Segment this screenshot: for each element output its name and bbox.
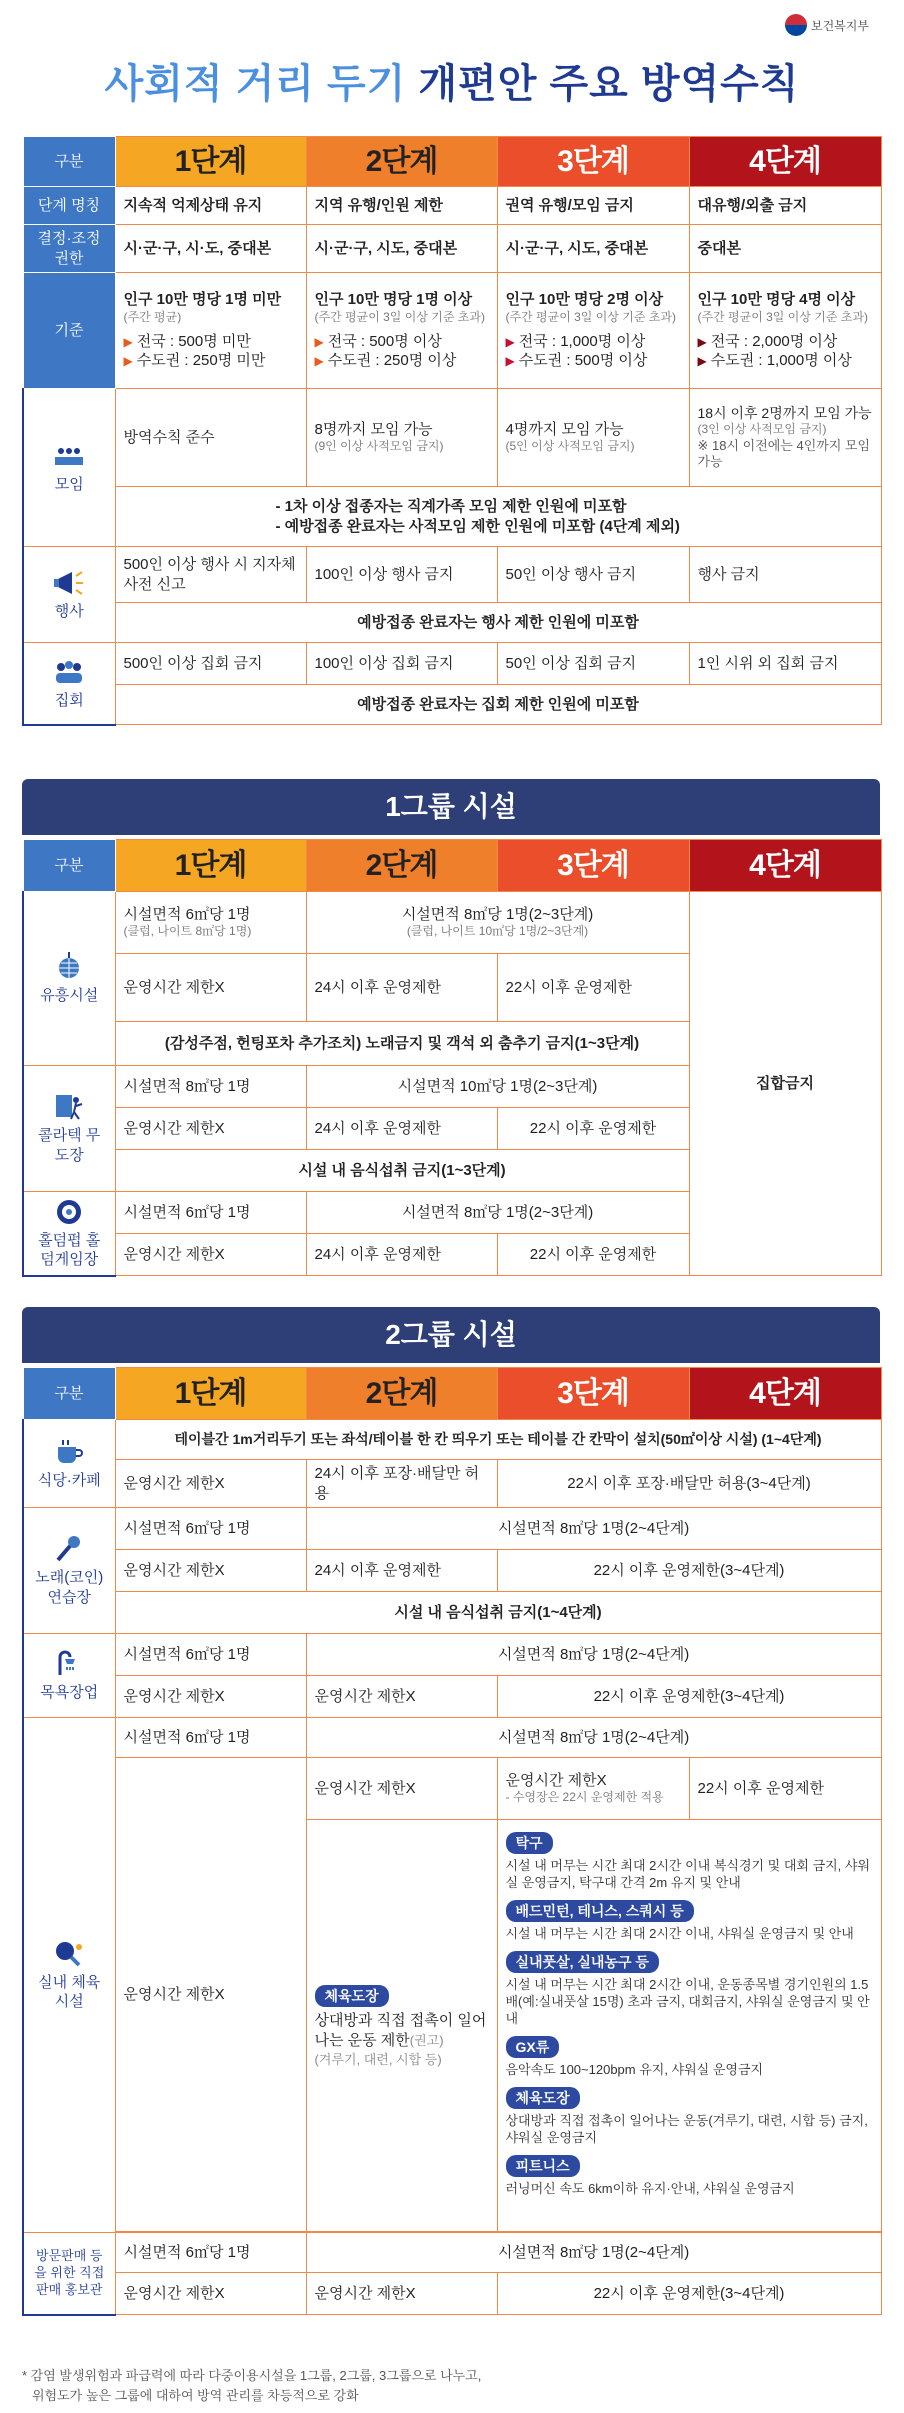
gubun-cell: 구분 [23,840,115,892]
cell: 시설면적 6㎡당 1명 [115,1718,306,1758]
stage-label: 4단계 [749,849,821,882]
triangle-icon: ▶ [697,354,707,369]
stage-3-header [497,1368,689,1420]
stage-4-header [689,1368,881,1420]
cell: 1인 시위 외 집회 금지 [689,643,881,685]
cell: 방역수칙 준수 [115,389,306,487]
triangle-icon: ▶ [314,334,324,349]
cell [689,389,881,487]
cell: 50인 이상 집회 금지 [497,643,689,685]
sports-tag: 체육도장 [315,1985,389,2007]
cell: 시설면적 8㎡당 1명(2~4단계) [306,1634,881,1676]
stage-label: 3단계 [557,1377,629,1410]
rule-item [506,1947,873,2028]
cell: 운영시간 제한X [115,1550,306,1592]
criteria-national: 전국 : 500명 미만 [136,332,251,350]
criteria-sub: (주간 평균이 3일 이상 기준 초과) [314,309,485,324]
triangle-icon: ▶ [314,354,324,369]
group1-band: 1그룹 시설 [22,779,880,835]
cell: 100인 이상 집회 금지 [306,643,497,685]
cell: 22시 이후 운영제한 [689,1758,881,1820]
row-rally-note [23,685,881,725]
cell: 행사 금지 [689,547,881,603]
cell: 24시 이후 운영제한 [306,1234,497,1276]
stage-1-header [115,840,306,892]
criteria-capital: 수도권 : 250명 이상 [327,352,457,370]
rule-item [506,1896,873,1943]
cell: 22시 이후 운영제한 [497,954,689,1022]
rule-text: 시설 내 머무는 시간 최대 2시간 이내, 운동종목별 경기인원의 1.5배(예:실내풋살 15명) 초과 금지, 대회금지, 샤워실 운영금지 및 안내 [505,1977,870,2027]
row-label-bath [23,1634,115,1718]
footnote-line: * 감염 발생위험과 파급력에 따라 다중이용시설을 1그룹, 2그룹, 3그룹으로 나누고, [22,2368,482,2383]
sports-tag: 체육도장 [506,2087,580,2109]
page-title [0,52,904,109]
karaoke-area-row [23,1508,881,1550]
row-stage-name [23,187,881,225]
cell: 500인 이상 행사 시 지자체 사전 신고 [115,547,306,603]
stage-4-header [689,137,881,187]
cell: 시설면적 8㎡당 1명 [115,1066,306,1108]
row-label-food [23,1420,115,1508]
criteria-main: 인구 10만 명당 2명 이상 [505,291,664,309]
cell: 시설면적 10㎡당 1명(2~3단계) [306,1066,689,1108]
row-label: 콜라텍 무도장 [38,1127,101,1164]
cell: 22시 이후 운영제한(3~4단계) [497,2273,881,2315]
cell: 100인 이상 행사 금지 [306,547,497,603]
row-label-sports [23,1718,115,2233]
stage-1-header [115,137,306,187]
cell: 운영시간 제한X [115,2273,306,2315]
stage-2-header [306,1368,497,1420]
cell-sub: (클럽, 나이트 8㎡당 1명) [123,924,252,939]
disco-ball-icon [52,952,86,982]
stage-2-header [306,137,497,187]
cell: 운영시간 제한X [115,1676,306,1718]
stage-label: 3단계 [557,849,629,882]
karaoke-note: 시설 내 음식섭취 금지(1~4단계) [115,1592,881,1634]
group1-table [22,839,882,1277]
rule-text: 상대방과 직접 접촉이 일어나는 운동 제한 [314,2012,487,2049]
gathering-note [115,487,881,547]
megaphone-icon [52,568,86,598]
note-line: - 1차 이상 접종자는 직계가족 모임 제한 인원에 미포함 [275,498,627,515]
criteria-main: 인구 10만 명당 1명 미만 [123,291,282,309]
row-label: 식당·카페 [37,1471,101,1489]
cell: 500인 이상 집회 금지 [115,643,306,685]
ping-pong-icon [52,1939,86,1969]
rule-sub: (겨루기, 대련, 시합 등) [314,2052,442,2068]
microphone-icon [52,1534,86,1564]
food-note: 테이블간 1m거리두기 또는 좌석/테이블 한 칸 띄우기 또는 테이블 간 칸막이 설치(50㎡이상 시설) (1~4단계) [115,1420,881,1460]
taegeuk-icon [785,14,807,36]
sports-stage34-rules [497,1820,881,2232]
row-label-karaoke [23,1508,115,1634]
group2-table [22,1367,882,2316]
group2-band: 2그룹 시설 [22,1307,880,1363]
triangle-icon: ▶ [697,334,707,349]
cell: 권역 유행/모임 금지 [497,187,689,225]
row-label: 결정·조정 권한 [23,225,115,273]
cell: 22시 이후 운영제한 [497,1108,689,1150]
cell: 시설면적 8㎡당 1명(2~4단계) [306,2233,881,2273]
rule-item [506,2032,873,2079]
row-event [23,547,881,603]
row-label: 단계 명칭 [23,187,115,225]
row-label-colatec [23,1066,115,1192]
cell [306,892,689,954]
row-label: 기준 [23,273,115,389]
org-name: 보건복지부 [811,18,869,33]
gubun-cell: 구분 [23,1368,115,1420]
cell: 시설면적 8㎡당 1명(2~3단계) [306,1192,689,1234]
karaoke-hours-row [23,1550,881,1592]
cell: 시·군·구, 시도, 중대본 [306,225,497,273]
row-label: 유흥시설 [40,986,99,1004]
row-label-rally [23,643,115,725]
row-authority [23,225,881,273]
cell: 운영시간 제한X [115,1108,306,1150]
stage-label: 1단계 [174,849,247,882]
row-label: 방문판매 등을 위한 직접판매 홍보관 [34,2247,105,2297]
stage-label: 2단계 [365,1377,438,1410]
sports-tag: 실내풋살, 실내농구 등 [506,1951,659,1973]
stage-label: 2단계 [365,849,438,882]
club-note: (감성주점, 헌팅포차 추가조치) 노래금지 및 객석 외 춤추기 금지(1~3단계) [115,1022,689,1066]
sports-tag: 탁구 [506,1832,553,1854]
triangle-icon: ▶ [505,334,515,349]
food-note-row [23,1420,881,1460]
stage-label: 4단계 [749,145,821,178]
cell: 시설면적 6㎡당 1명 [115,1192,306,1234]
club-area-row [23,892,881,954]
row-label: 집회 [54,691,84,709]
criteria-2 [306,273,497,389]
criteria-capital: 수도권 : 250명 미만 [136,352,266,370]
rule-item [506,2083,873,2147]
row-label: 실내 체육시설 [38,1973,101,2010]
stage-1-header [115,1368,306,1420]
criteria-main: 인구 10만 명당 1명 이상 [314,291,473,309]
cell-sub: (클럽, 나이트 10㎡당 1명/2~3단계) [406,924,589,939]
cell: 시·군·구, 시·도, 중대본 [115,225,306,273]
criteria-capital: 수도권 : 500명 이상 [518,352,648,370]
cell-sub: - 수영장은 22시 운영제한 적용 [505,1790,664,1805]
triangle-icon: ▶ [123,334,133,349]
cell: 50인 이상 행사 금지 [497,547,689,603]
cell-main: 운영시간 제한X [505,1771,607,1789]
coffee-cup-icon [52,1437,86,1467]
cell [497,1758,689,1820]
criteria-national: 전국 : 1,000명 이상 [518,332,646,350]
cell: 운영시간 제한X [115,1234,306,1276]
cell: 운영시간 제한X [306,1758,497,1820]
stage-4-header [689,840,881,892]
rally-note: 예방접종 완료자는 집회 제한 인원에 미포함 [115,685,881,725]
stage-3-header [497,137,689,187]
criteria-capital: 수도권 : 1,000명 이상 [710,352,852,370]
cell-main: 18시 이후 2명까지 모임 가능 [697,404,872,421]
cell-sub: (3인 이상 사적모임 금지) [697,421,827,436]
poker-chip-icon [52,1197,86,1227]
cell: 시설면적 8㎡당 1명(2~4단계) [306,1508,881,1550]
cell: 22시 이후 운영제한(3~4단계) [497,1676,881,1718]
criteria-4 [689,273,881,389]
bath-hours-row [23,1676,881,1718]
cell-extra: ※ 18시 이전에는 4인까지 모임 가능 [697,437,871,470]
shower-icon [52,1649,86,1679]
stage-label: 1단계 [174,1377,247,1410]
row-label: 행사 [54,602,84,620]
cell-main: 시설면적 6㎡당 1명 [123,905,251,923]
row-rally [23,643,881,685]
cell: 중대본 [689,225,881,273]
bath-area-row [23,1634,881,1676]
cell: 운영시간 제한X [115,1460,306,1508]
rule-text: 러닝머신 속도 6km이하 유지·안내, 샤워실 운영금지 [505,2181,795,2197]
cell: 24시 이후 포장·배달만 허용 [306,1460,497,1508]
row-event-note [23,603,881,643]
row-label: 노래(코인) 연습장 [35,1569,104,1606]
cell: 운영시간 제한X [115,954,306,1022]
dancer-icon [52,1092,86,1122]
stage-label: 3단계 [557,145,629,178]
cell: 지역 유행/인원 제한 [306,187,497,225]
triangle-icon: ▶ [123,354,133,369]
cell: 24시 이후 운영제한 [306,1550,497,1592]
colatec-note: 시설 내 음식섭취 금지(1~3단계) [115,1150,689,1192]
cell: 지속적 억제상태 유지 [115,187,306,225]
cell-main: 4명까지 모임 가능 [505,420,624,438]
rule-text: 음악속도 100~120bpm 유지, 샤워실 운영금지 [505,2062,764,2078]
event-note: 예방접종 완료자는 행사 제한 인원에 미포함 [115,603,881,643]
stage-2-header [306,840,497,892]
stage-label: 2단계 [365,145,438,178]
cell-sub: (5인 이상 사적모임 금지) [505,439,635,454]
sports-tag: 피트니스 [506,2155,580,2177]
cell: 운영시간 제한X [115,1758,306,2232]
cell: 시·군·구, 시도, 중대본 [497,225,689,273]
criteria-1 [115,273,306,389]
meeting-icon [52,441,86,471]
criteria-3 [497,273,689,389]
food-hours-row [23,1460,881,1508]
cell [497,389,689,487]
criteria-sub: (주간 평균이 3일 이상 기준 초과) [697,309,868,324]
row-label-holdem [23,1192,115,1276]
karaoke-note-row [23,1592,881,1634]
criteria-national: 전국 : 2,000명 이상 [710,332,838,350]
cell: 22시 이후 포장·배달만 허용(3~4단계) [497,1460,881,1508]
visit-hours-row [23,2273,881,2315]
note-line: - 예방접종 완료자는 사적모임 제한 인원에 미포함 (4단계 제외) [275,517,680,535]
cell: 운영시간 제한X [306,1676,497,1718]
title-rest: 개편안 주요 방역수칙 [406,62,800,106]
sports-tag: 배드민턴, 테니스, 스쿼시 등 [506,1900,694,1922]
cell: 대유행/외출 금지 [689,187,881,225]
title-accent: 사회적 거리 두기 [104,62,407,106]
cell: 24시 이후 운영제한 [306,954,497,1022]
cell: 시설면적 6㎡당 1명 [115,1508,306,1550]
cell: 시설면적 6㎡당 1명 [115,2233,306,2273]
cell [115,892,306,954]
rule-text: 시설 내 머무는 시간 최대 2시간 이내 복식경기 및 대회 금지, 샤워실 운영금지, 탁구대 간격 2m 유지 및 안내 [505,1858,871,1891]
stage-header-row [23,137,881,187]
cell-sub: (9인 이상 사적모임 금지) [314,439,444,454]
crowd-icon [52,657,86,687]
cell: 22시 이후 운영제한 [497,1234,689,1276]
stage4-closure: 집합금지 [689,892,881,1276]
triangle-icon: ▶ [505,354,515,369]
ministry-logo [785,14,869,36]
cell-main: 8명까지 모임 가능 [314,420,433,438]
footnote-line: 위험도가 높은 그룹에 대하여 방역 관리를 차등적으로 강화 [32,2387,359,2403]
sports-stage2-rule [306,1820,497,2232]
criteria-main: 인구 10만 명당 4명 이상 [697,291,856,309]
visit-area-row [23,2233,881,2273]
criteria-national: 전국 : 500명 이상 [327,332,442,350]
stage-header-row [23,1368,881,1420]
cell: 시설면적 6㎡당 1명 [115,1634,306,1676]
row-label-club [23,892,115,1066]
stage-label: 4단계 [749,1377,821,1410]
cell: 시설면적 8㎡당 1명(2~4단계) [306,1718,881,1758]
cell: 24시 이후 운영제한 [306,1108,497,1150]
sports-area-row [23,1718,881,1758]
rule-text: 상대방과 직접 접촉이 일어나는 운동(겨루기, 대련, 시합 등) 금지, 샤워실 운영금지 [505,2113,868,2146]
row-label-visit [23,2233,115,2315]
cell: 운영시간 제한X [306,2273,497,2315]
criteria-sub: (주간 평균) [123,309,182,324]
cell-main: 시설면적 8㎡당 1명(2~3단계) [401,905,594,923]
footnote [22,2366,481,2405]
rule-item [506,1828,873,1892]
row-label: 모임 [54,475,84,493]
sports-hours-row [23,1758,881,1820]
rule-text: 시설 내 머무는 시간 최대 2시간 이내, 샤워실 운영금지 및 안내 [505,1926,854,1942]
row-gathering-note [23,487,881,547]
rule-recommend: (권고) [409,2032,444,2048]
cell [306,389,497,487]
stage-label: 1단계 [174,145,247,178]
row-criteria [23,273,881,389]
cell: 22시 이후 운영제한(3~4단계) [497,1550,881,1592]
rule-item [506,2151,873,2198]
main-rules-table [22,136,882,726]
row-label: 홀덤펍 홀덤게임장 [38,1231,101,1269]
stage-3-header [497,840,689,892]
row-label: 목욕장업 [40,1683,99,1701]
gubun-cell: 구분 [23,137,115,187]
criteria-sub: (주간 평균이 3일 이상 기준 초과) [505,309,676,324]
stage-header-row [23,840,881,892]
row-label-event [23,547,115,643]
sports-tag: GX류 [506,2036,560,2058]
row-gathering [23,389,881,487]
row-label-gathering [23,389,115,547]
